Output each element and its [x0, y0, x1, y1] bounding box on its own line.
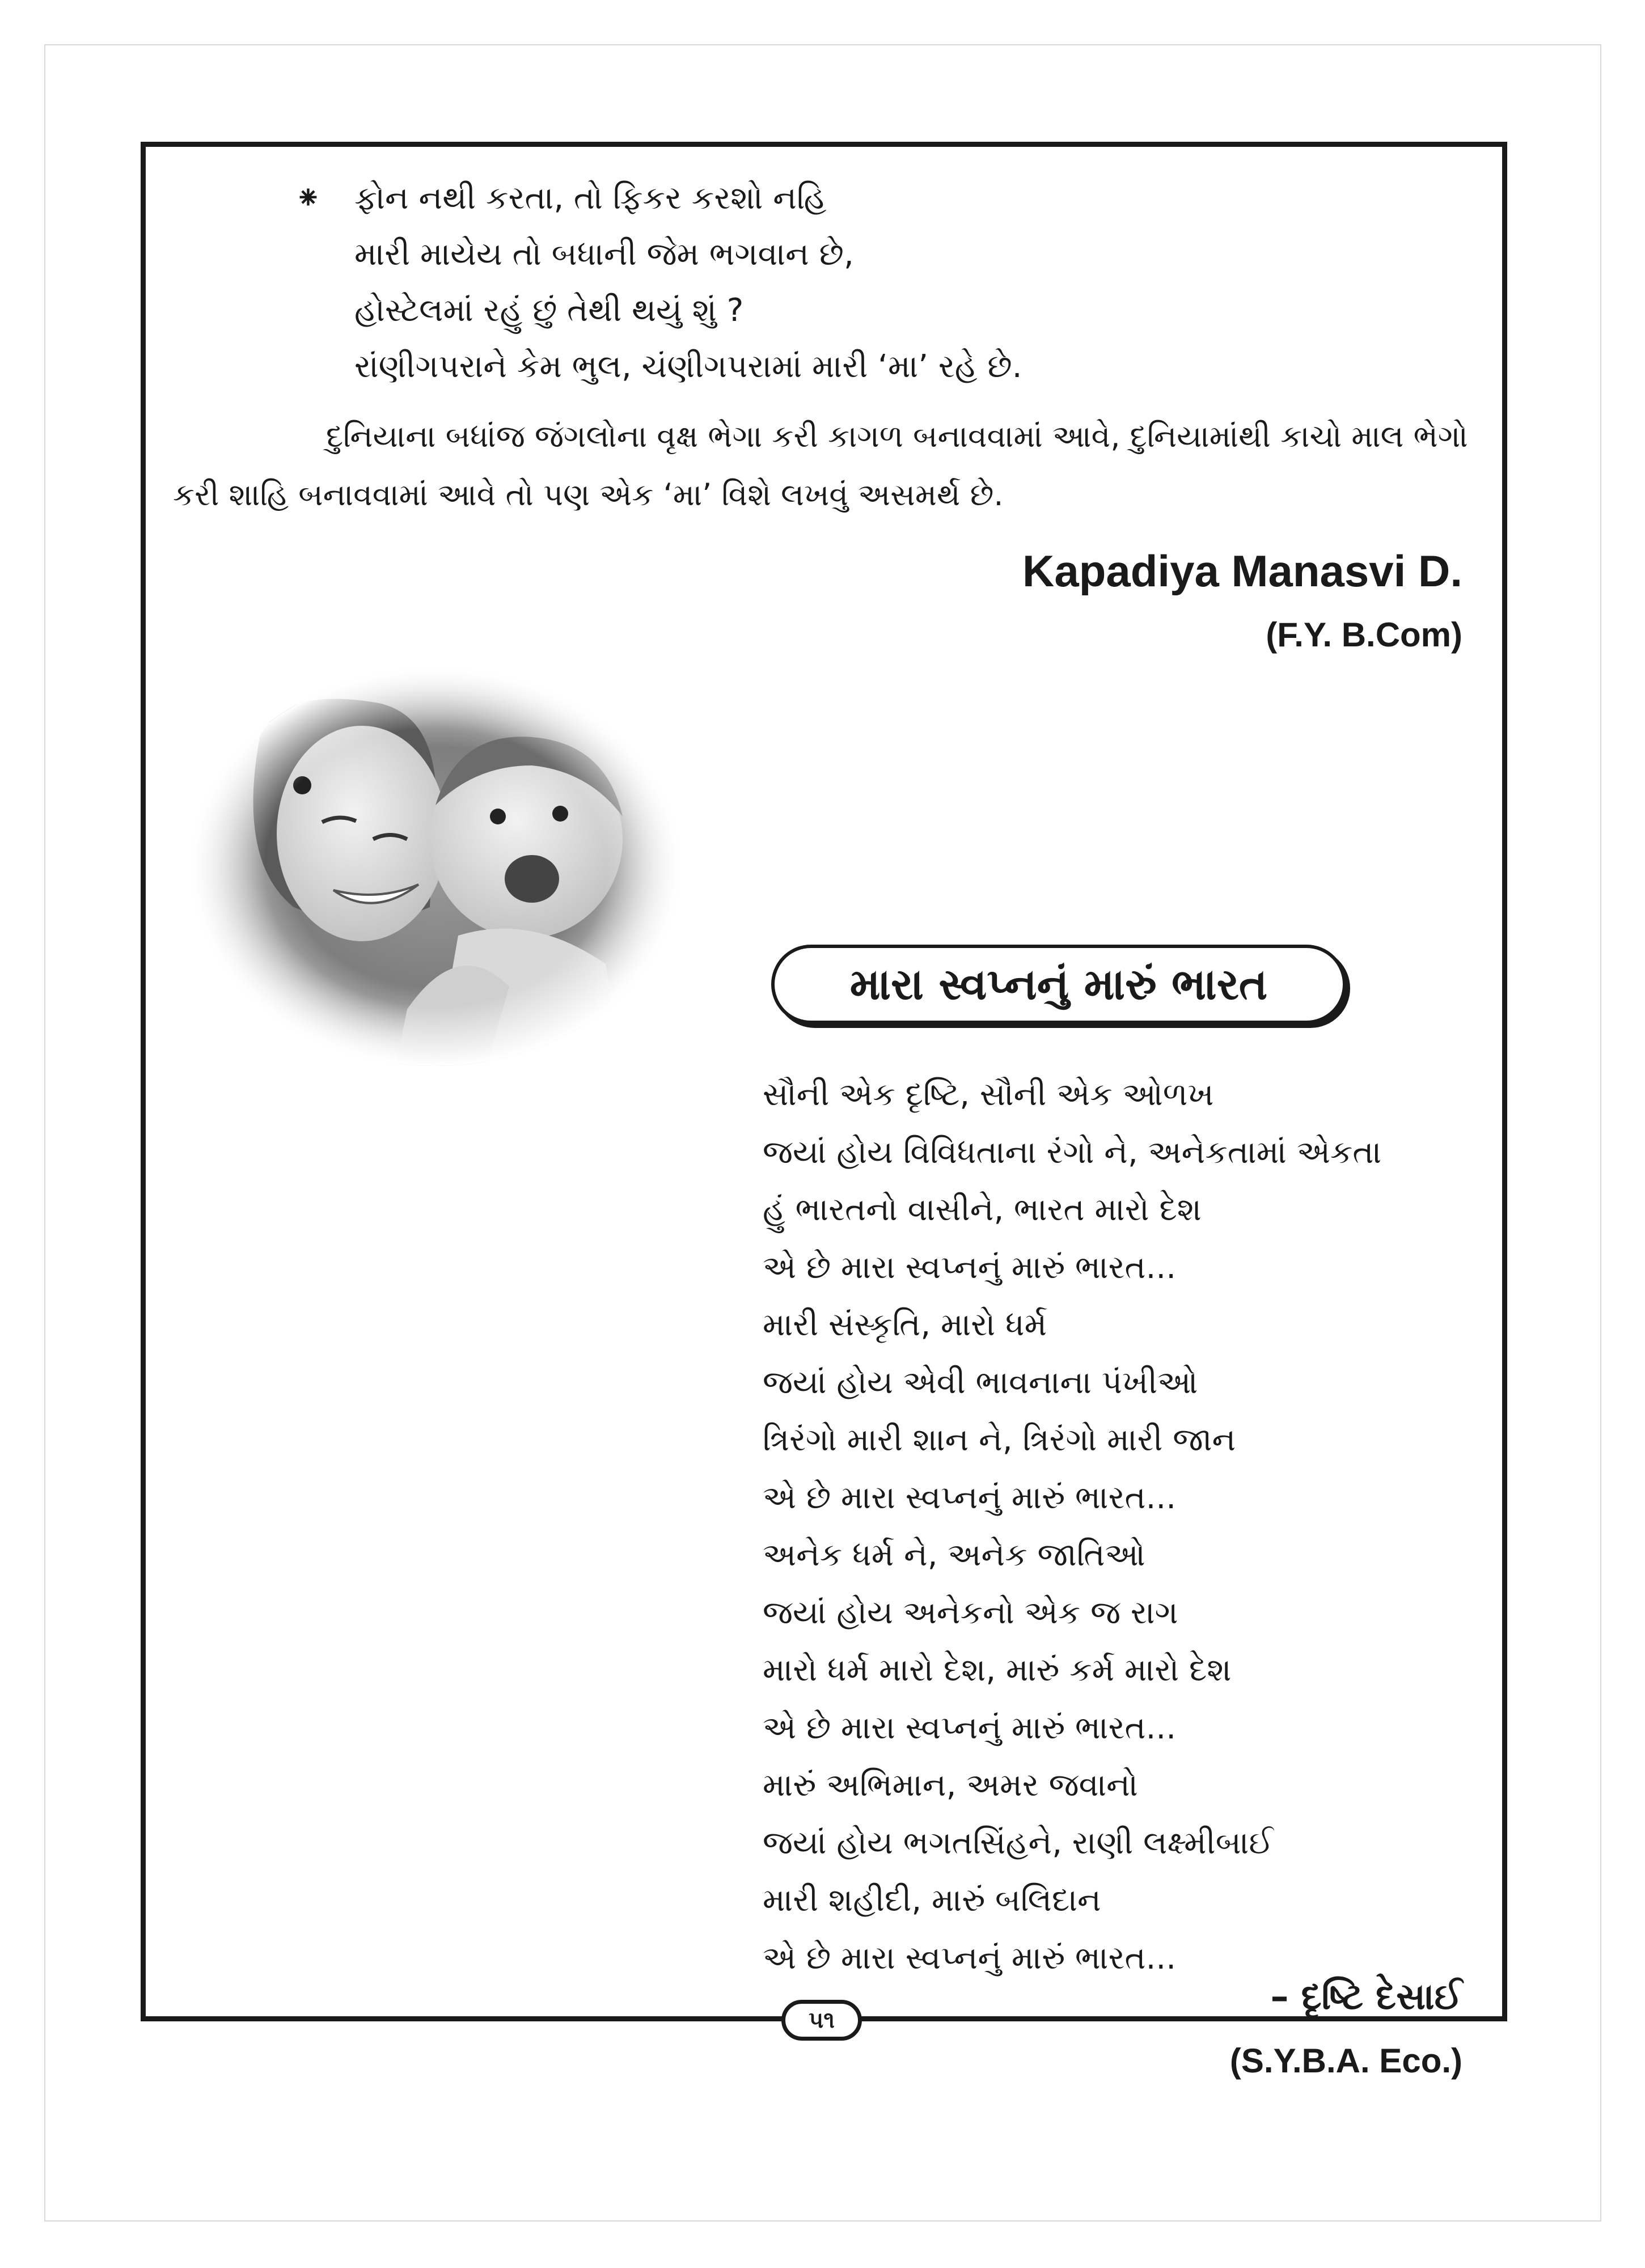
poem-top-lines [354, 170, 1022, 395]
poem-line: મારો ધર્મ મારો દેશ, મારું કર્મ મારો દેશ [763, 1652, 1232, 1689]
signature-class: (S.Y.B.A. Eco.) [1229, 2042, 1462, 2080]
poem-line: એ છે મારા સ્વપ્નનું મારું ભારત... [763, 1249, 1177, 1286]
bullet-icon: ⁕ [295, 180, 322, 217]
author-class: (F.Y. B.Com) [1266, 616, 1462, 654]
poem-title-banner: મારા સ્વપ્નનું મારું ભારત [771, 945, 1346, 1024]
poem-line: મારી સંસ્કૃતિ, મારો ધર્મ [763, 1306, 1047, 1343]
poem-line: ફોન નથી કરતા, તો ફિકર કરશો નહિ [354, 180, 827, 217]
poem-line: હોસ્ટેલમાં રહું છું તેથી થયું શું ? [354, 292, 744, 329]
poem-line: મારું અભિમાન, અમર જવાનો [763, 1767, 1138, 1804]
poem-line: મારી માયેય તો બધાની જેમ ભગવાન છે, [354, 236, 854, 273]
poem-line: મારી શહીદી, મારું બલિદાન [763, 1882, 1101, 1919]
poem-line: એ છે મારા સ્વપ્નનું મારું ભારત... [763, 1709, 1177, 1746]
poem-line: રાંણીગપરાને કેમ ભુલ, ચંણીગપરામાં મારી ‘મા’ રહે છે. [354, 348, 1022, 385]
poem-line: જયાં હોય વિવિધતાના રંગો ને, અનેકતામાં એકતા [763, 1133, 1382, 1171]
mother-child-photo-icon [192, 669, 679, 1066]
poem-line: હું ભારતનો વાસીને, ભારત મારો દેશ [763, 1191, 1202, 1228]
poem-line: જયાં હોય ભગતસિંહને, રાણી લક્ષ્મીબાઈ [763, 1824, 1274, 1861]
author-name: Kapadiya Manasvi D. [1022, 546, 1462, 596]
poem-line: જયાં હોય એવી ભાવનાના પંખીઓ [763, 1364, 1198, 1401]
body-paragraph: દુનિયાના બધાંજ જંગલોના વૃક્ષ ભેગા કરી કાગળ બનાવવામાં આવે, દુનિયામાંથી કાચો માલ ભેગો કરી શાહિ બનાવવામાં આવે તો પણ એક ‘મા’ વિશે લખવું અસમર્થ છે. [173, 418, 1468, 513]
poem-line: ત્રિરંગો મારી શાન ને, ત્રિરંગો મારી જાન [763, 1421, 1236, 1458]
poem-main [763, 1066, 1471, 1987]
poem-line: એ છે મારા સ્વપ્નનું મારું ભારત... [763, 1479, 1177, 1516]
poem-line: એ છે મારા સ્વપ્નનું મારું ભારત... [763, 1939, 1177, 1977]
poem-line: સૌની એક દૃષ્ટિ, સૌની એક ઓળખ [763, 1076, 1214, 1113]
page-number: ૫૧ [781, 2000, 862, 2041]
signature-name: – દૃષ્ટિ દેસાઈ [1270, 1976, 1462, 2018]
poem-line: અનેક ધર્મ ને, અનેક જાતિઓ [763, 1537, 1145, 1573]
poem-line: જયાં હોય અનેકનો એક જ રાગ [763, 1594, 1178, 1631]
